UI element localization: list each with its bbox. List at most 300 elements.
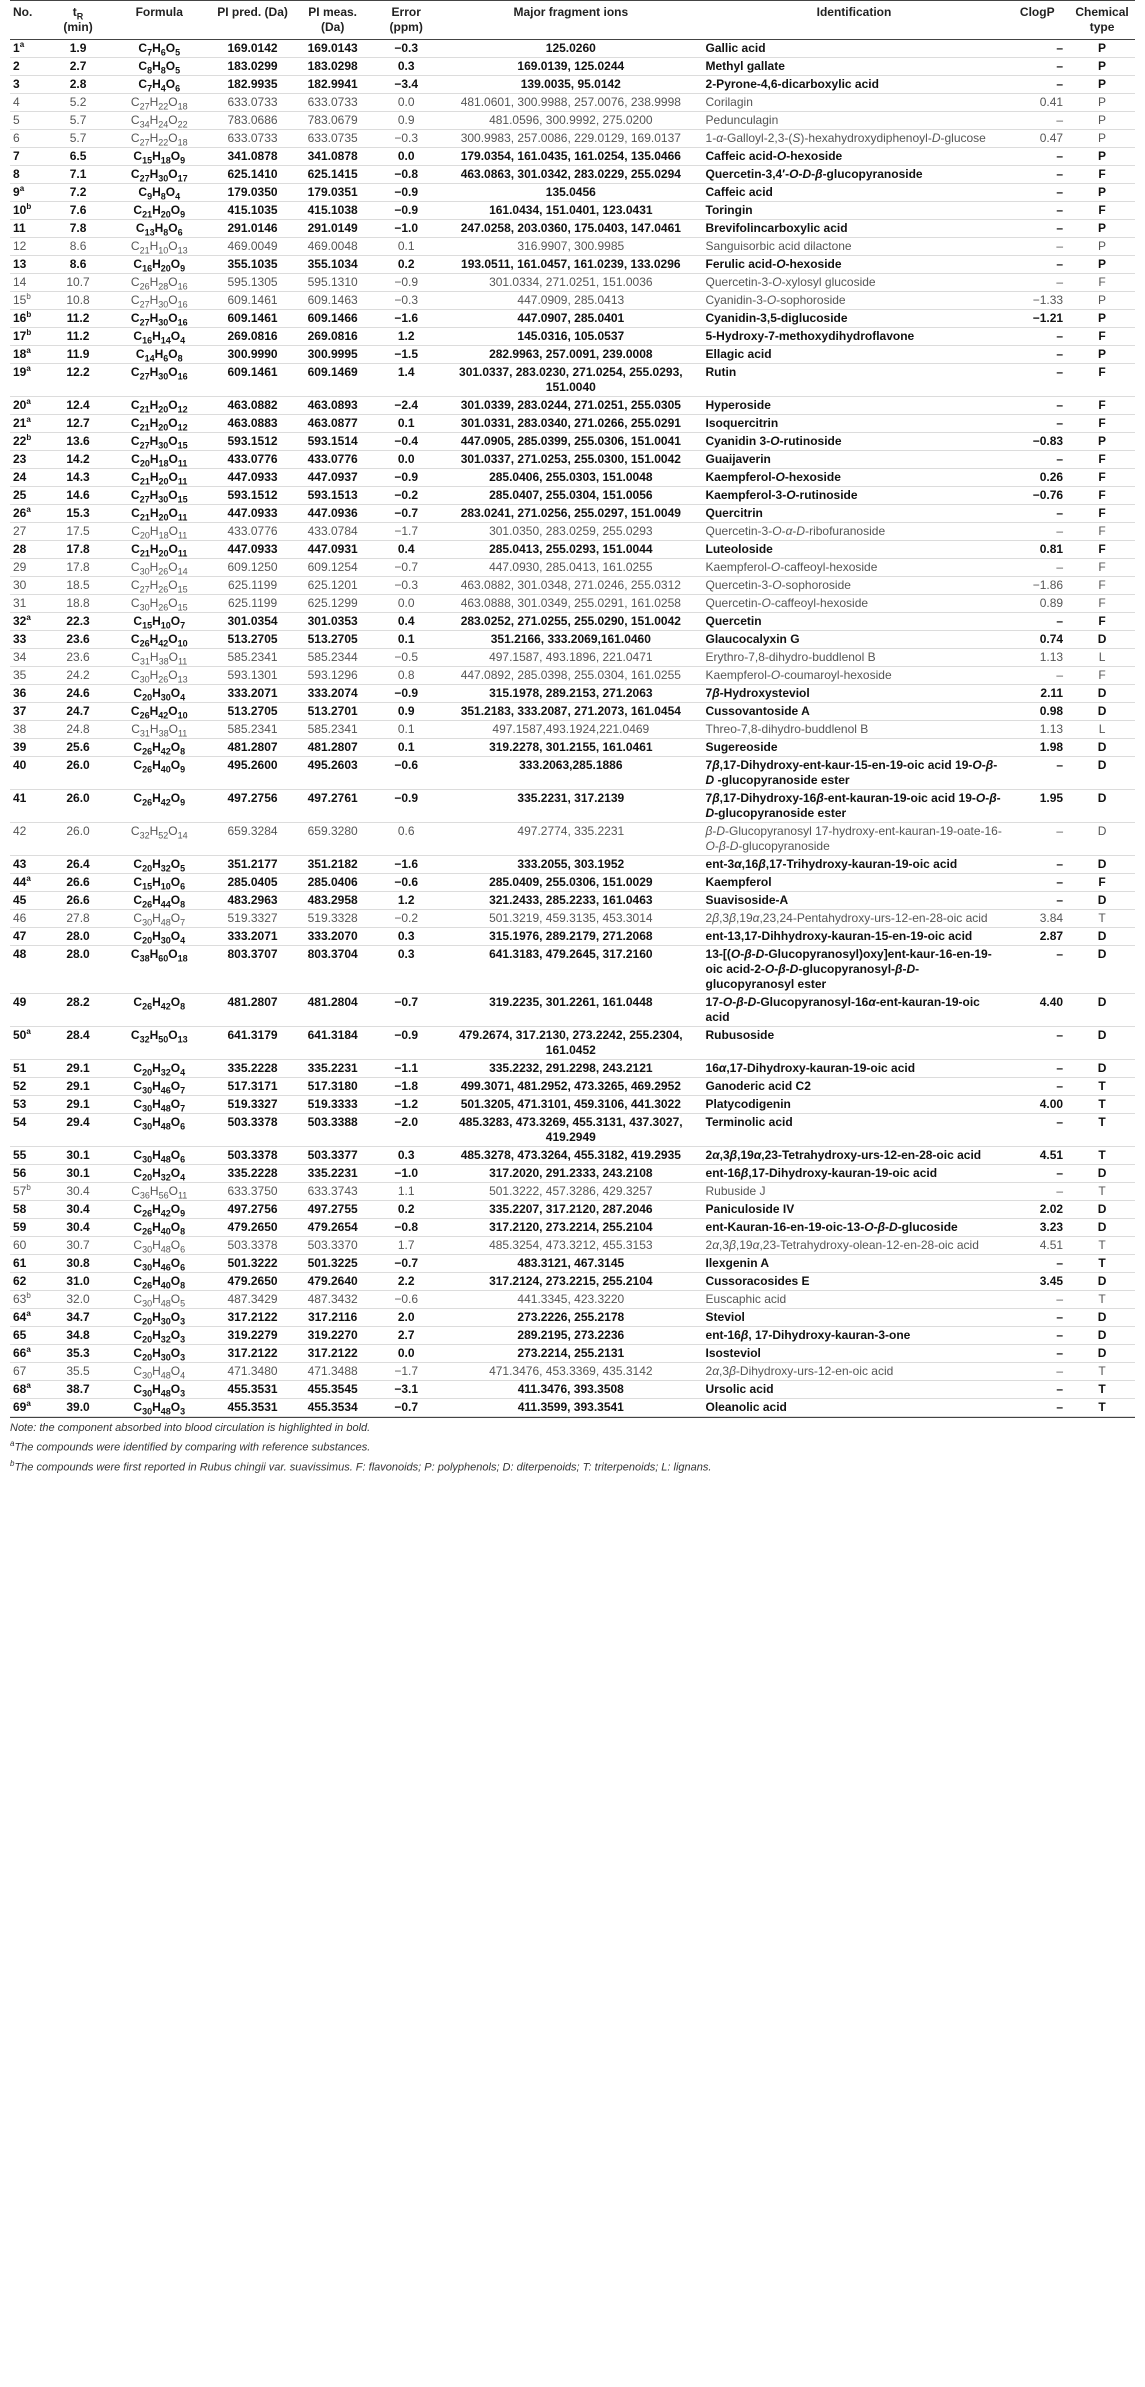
cell-fragment-ions: 319.2278, 301.2155, 161.0461: [439, 739, 702, 757]
cell-fragment-ions: 301.0331, 283.0340, 271.0266, 255.0291: [439, 415, 702, 433]
cell-error: −0.6: [373, 1291, 439, 1309]
cell-tr: 24.2: [51, 667, 106, 685]
cell-tr: 11.2: [51, 310, 106, 328]
cell-fragment-ions: 273.2226, 255.2178: [439, 1309, 702, 1327]
cell-fragment-ions: 285.0409, 255.0306, 151.0029: [439, 874, 702, 892]
cell-no: 36: [10, 685, 51, 703]
cell-no: 7: [10, 148, 51, 166]
cell-formula: $C_{16}H_{20}O_9$: [105, 256, 213, 274]
cell-chemical-type: P: [1069, 58, 1135, 76]
cell-fragment-ions: 333.2055, 303.1952: [439, 856, 702, 874]
cell-fragment-ions: 501.3219, 459.3135, 453.3014: [439, 910, 702, 928]
cell-pi-meas: 455.3534: [292, 1399, 373, 1417]
cell-tr: 12.2: [51, 364, 106, 397]
cell-pi-pred: 585.2341: [213, 649, 292, 667]
cell-no: 39: [10, 739, 51, 757]
cell-fragment-ions: 441.3345, 423.3220: [439, 1291, 702, 1309]
cell-pi-pred: 517.3171: [213, 1078, 292, 1096]
cell-clogp: –: [1005, 1381, 1069, 1399]
cell-clogp: –: [1005, 523, 1069, 541]
table-row: [10, 256, 1135, 274]
cell-tr: 14.6: [51, 487, 106, 505]
cell-clogp: –: [1005, 220, 1069, 238]
cell-pi-pred: 447.0933: [213, 505, 292, 523]
cell-pi-meas: 625.1299: [292, 595, 373, 613]
cell-tr: 35.5: [51, 1363, 106, 1381]
cell-pi-pred: 625.1199: [213, 595, 292, 613]
cell-clogp: –: [1005, 1327, 1069, 1345]
cell-no: 55: [10, 1147, 51, 1165]
cell-error: −2.4: [373, 397, 439, 415]
table-row: [10, 40, 1135, 58]
cell-error: 2.0: [373, 1309, 439, 1327]
table-row: [10, 1345, 1135, 1363]
cell-formula: $C_{21}H_{20}O_{11}$: [105, 505, 213, 523]
cell-error: −0.7: [373, 994, 439, 1027]
cell-error: −1.8: [373, 1078, 439, 1096]
cell-clogp: 0.81: [1005, 541, 1069, 559]
cell-identification: Kaempferol-O-coumaroyl-hexoside: [703, 667, 1006, 685]
cell-tr: 14.3: [51, 469, 106, 487]
cell-pi-pred: 351.2177: [213, 856, 292, 874]
cell-error: −0.9: [373, 274, 439, 292]
cell-pi-meas: 433.0784: [292, 523, 373, 541]
cell-formula: $C_{26}H_{44}O_8$: [105, 892, 213, 910]
cell-clogp: –: [1005, 1078, 1069, 1096]
cell-clogp: 2.02: [1005, 1201, 1069, 1219]
cell-tr: 18.8: [51, 595, 106, 613]
cell-no: 15$^b$: [10, 292, 51, 310]
cell-identification: Quercetin-O-caffeoyl-hexoside: [703, 595, 1006, 613]
cell-pi-meas: 497.2755: [292, 1201, 373, 1219]
cell-identification: 2α,3β,19α,23-Tetrahydroxy-urs-12-en-28-oic acid: [703, 1147, 1006, 1165]
cell-no: 30: [10, 577, 51, 595]
cell-identification: 16α,17-Dihydroxy-kauran-19-oic acid: [703, 1060, 1006, 1078]
table-row: [10, 667, 1135, 685]
cell-formula: $C_{30}H_{48}O_3$: [105, 1399, 213, 1417]
cell-clogp: –: [1005, 1165, 1069, 1183]
cell-chemical-type: D: [1069, 790, 1135, 823]
cell-tr: 13.6: [51, 433, 106, 451]
cell-clogp: –: [1005, 415, 1069, 433]
table-row: [10, 523, 1135, 541]
cell-identification: Ilexgenin A: [703, 1255, 1006, 1273]
cell-no: 63$^b$: [10, 1291, 51, 1309]
cell-formula: $C_{26}H_{40}O_8$: [105, 1219, 213, 1237]
cell-clogp: –: [1005, 823, 1069, 856]
cell-tr: 29.1: [51, 1060, 106, 1078]
cell-tr: 28.4: [51, 1027, 106, 1060]
cell-identification: Methyl gallate: [703, 58, 1006, 76]
cell-error: 1.2: [373, 892, 439, 910]
header-error: Error (ppm): [373, 1, 439, 40]
table-row: [10, 595, 1135, 613]
table-row: [10, 415, 1135, 433]
table-row: [10, 346, 1135, 364]
cell-formula: $C_{20}H_{32}O_3$: [105, 1327, 213, 1345]
cell-formula: $C_{26}H_{42}O_8$: [105, 994, 213, 1027]
cell-fragment-ions: 463.0882, 301.0348, 271.0246, 255.0312: [439, 577, 702, 595]
cell-fragment-ions: 497.1587, 493.1896, 221.0471: [439, 649, 702, 667]
cell-identification: Ellagic acid: [703, 346, 1006, 364]
cell-pi-pred: 633.0733: [213, 94, 292, 112]
cell-tr: 30.4: [51, 1201, 106, 1219]
cell-fragment-ions: 193.0511, 161.0457, 161.0239, 133.0296: [439, 256, 702, 274]
cell-chemical-type: F: [1069, 613, 1135, 631]
cell-pi-meas: 481.2804: [292, 994, 373, 1027]
table-row: [10, 451, 1135, 469]
cell-no: 10$^b$: [10, 202, 51, 220]
cell-formula: $C_{26}H_{42}O_{10}$: [105, 631, 213, 649]
cell-identification: Terminolic acid: [703, 1114, 1006, 1147]
cell-pi-pred: 513.2705: [213, 631, 292, 649]
cell-fragment-ions: 321.2433, 285.2233, 161.0463: [439, 892, 702, 910]
cell-chemical-type: D: [1069, 1201, 1135, 1219]
cell-identification: ent-16β, 17-Dihydroxy-kauran-3-one: [703, 1327, 1006, 1345]
cell-identification: Quercetin-3-O-sophoroside: [703, 577, 1006, 595]
cell-tr: 17.5: [51, 523, 106, 541]
cell-pi-meas: 633.0735: [292, 130, 373, 148]
note-main: Note: the component absorbed into blood circulation is highlighted in bold.: [10, 1422, 371, 1434]
cell-chemical-type: P: [1069, 433, 1135, 451]
cell-pi-pred: 291.0146: [213, 220, 292, 238]
cell-pi-meas: 609.1469: [292, 364, 373, 397]
cell-pi-meas: 447.0931: [292, 541, 373, 559]
table-row: [10, 274, 1135, 292]
table-row: [10, 1165, 1135, 1183]
cell-chemical-type: T: [1069, 1363, 1135, 1381]
cell-chemical-type: D: [1069, 1060, 1135, 1078]
cell-formula: $C_{20}H_{32}O_4$: [105, 1060, 213, 1078]
cell-clogp: –: [1005, 451, 1069, 469]
table-row: [10, 1147, 1135, 1165]
cell-fragment-ions: 315.1978, 289.2153, 271.2063: [439, 685, 702, 703]
table-row: [10, 928, 1135, 946]
cell-identification: 2-Pyrone-4,6-dicarboxylic acid: [703, 76, 1006, 94]
cell-tr: 6.5: [51, 148, 106, 166]
cell-chemical-type: D: [1069, 1027, 1135, 1060]
cell-fragment-ions: 282.9963, 257.0091, 239.0008: [439, 346, 702, 364]
cell-chemical-type: T: [1069, 910, 1135, 928]
cell-error: −0.3: [373, 577, 439, 595]
cell-error: 0.0: [373, 595, 439, 613]
cell-chemical-type: T: [1069, 1078, 1135, 1096]
cell-identification: Luteoloside: [703, 541, 1006, 559]
header-no: No.: [10, 1, 51, 40]
cell-identification: Rubusoside: [703, 1027, 1006, 1060]
cell-error: 0.3: [373, 946, 439, 994]
cell-no: 23: [10, 451, 51, 469]
cell-tr: 24.8: [51, 721, 106, 739]
cell-no: 50$^a$: [10, 1027, 51, 1060]
cell-pi-meas: 463.0877: [292, 415, 373, 433]
cell-identification: Cyanidin 3-O-rutinoside: [703, 433, 1006, 451]
header-pi-pred: PI pred. (Da): [213, 1, 292, 40]
cell-pi-pred: 317.2122: [213, 1309, 292, 1327]
cell-pi-pred: 317.2122: [213, 1345, 292, 1363]
cell-fragment-ions: 335.2232, 291.2298, 243.2121: [439, 1060, 702, 1078]
cell-formula: $C_{30}H_{46}O_6$: [105, 1255, 213, 1273]
cell-tr: 7.2: [51, 184, 106, 202]
cell-error: −0.3: [373, 130, 439, 148]
header-clogp: ClogP: [1005, 1, 1069, 40]
cell-no: 51: [10, 1060, 51, 1078]
cell-chemical-type: D: [1069, 1345, 1135, 1363]
cell-chemical-type: F: [1069, 541, 1135, 559]
cell-chemical-type: D: [1069, 823, 1135, 856]
cell-pi-pred: 455.3531: [213, 1381, 292, 1399]
cell-chemical-type: T: [1069, 1237, 1135, 1255]
cell-no: 59: [10, 1219, 51, 1237]
cell-formula: $C_{21}H_{20}O_{11}$: [105, 469, 213, 487]
cell-tr: 8.6: [51, 238, 106, 256]
header-identification: Identification: [703, 1, 1006, 40]
cell-identification: Toringin: [703, 202, 1006, 220]
cell-pi-meas: 519.3333: [292, 1096, 373, 1114]
cell-fragment-ions: 161.0434, 151.0401, 123.0431: [439, 202, 702, 220]
cell-tr: 30.4: [51, 1183, 106, 1201]
cell-error: −0.9: [373, 1027, 439, 1060]
cell-formula: $C_{26}H_{42}O_9$: [105, 1201, 213, 1219]
cell-tr: 22.3: [51, 613, 106, 631]
cell-fragment-ions: 447.0909, 285.0413: [439, 292, 702, 310]
table-row: [10, 328, 1135, 346]
cell-chemical-type: P: [1069, 220, 1135, 238]
cell-clogp: –: [1005, 1183, 1069, 1201]
cell-tr: 5.7: [51, 130, 106, 148]
cell-fragment-ions: 483.3121, 467.3145: [439, 1255, 702, 1273]
cell-fragment-ions: 301.0334, 271.0251, 151.0036: [439, 274, 702, 292]
cell-formula: $C_{20}H_{30}O_4$: [105, 685, 213, 703]
cell-no: 42: [10, 823, 51, 856]
cell-pi-meas: 455.3545: [292, 1381, 373, 1399]
cell-formula: $C_{30}H_{48}O_4$: [105, 1363, 213, 1381]
cell-formula: $C_8H_8O_5$: [105, 58, 213, 76]
header-tr: $t_R$ (min): [51, 1, 106, 40]
cell-identification: Guaijaverin: [703, 451, 1006, 469]
cell-pi-meas: 300.9995: [292, 346, 373, 364]
cell-formula: $C_7H_6O_5$: [105, 40, 213, 58]
cell-pi-pred: 479.2650: [213, 1219, 292, 1237]
cell-tr: 28.0: [51, 928, 106, 946]
cell-chemical-type: F: [1069, 364, 1135, 397]
cell-pi-meas: 183.0298: [292, 58, 373, 76]
cell-tr: 7.1: [51, 166, 106, 184]
cell-fragment-ions: 447.0905, 285.0399, 255.0306, 151.0041: [439, 433, 702, 451]
cell-identification: Erythro-7,8-dihydro-buddlenol B: [703, 649, 1006, 667]
cell-no: 49: [10, 994, 51, 1027]
cell-pi-pred: 355.1035: [213, 256, 292, 274]
cell-fragment-ions: 479.2674, 317.2130, 273.2242, 255.2304, 161.0452: [439, 1027, 702, 1060]
cell-no: 16$^b$: [10, 310, 51, 328]
cell-clogp: –: [1005, 58, 1069, 76]
cell-pi-pred: 479.2650: [213, 1273, 292, 1291]
cell-chemical-type: T: [1069, 1183, 1135, 1201]
cell-clogp: –: [1005, 238, 1069, 256]
cell-identification: 7β-Hydroxysteviol: [703, 685, 1006, 703]
cell-pi-pred: 300.9990: [213, 346, 292, 364]
cell-no: 66$^a$: [10, 1345, 51, 1363]
cell-pi-pred: 503.3378: [213, 1237, 292, 1255]
cell-fragment-ions: 335.2231, 317.2139: [439, 790, 702, 823]
cell-clogp: –: [1005, 505, 1069, 523]
table-row: [10, 166, 1135, 184]
cell-formula: $C_{34}H_{24}O_{22}$: [105, 112, 213, 130]
cell-chemical-type: D: [1069, 1309, 1135, 1327]
cell-tr: 26.0: [51, 790, 106, 823]
cell-no: 12: [10, 238, 51, 256]
cell-error: −0.3: [373, 292, 439, 310]
cell-pi-meas: 487.3432: [292, 1291, 373, 1309]
cell-chemical-type: F: [1069, 274, 1135, 292]
cell-formula: $C_{27}H_{26}O_{15}$: [105, 577, 213, 595]
cell-clogp: –: [1005, 856, 1069, 874]
cell-tr: 26.6: [51, 874, 106, 892]
cell-clogp: 4.51: [1005, 1237, 1069, 1255]
cell-fragment-ions: 283.0252, 271.0255, 255.0290, 151.0042: [439, 613, 702, 631]
cell-identification: ent-Kauran-16-en-19-oic-13-O-β-D-glucoside: [703, 1219, 1006, 1237]
cell-pi-meas: 513.2701: [292, 703, 373, 721]
cell-clogp: –: [1005, 1255, 1069, 1273]
cell-pi-pred: 433.0776: [213, 523, 292, 541]
cell-fragment-ions: 317.2120, 273.2214, 255.2104: [439, 1219, 702, 1237]
table-row: [10, 1273, 1135, 1291]
cell-error: −1.2: [373, 1096, 439, 1114]
cell-no: 6: [10, 130, 51, 148]
cell-clogp: 0.98: [1005, 703, 1069, 721]
table-row: [10, 220, 1135, 238]
cell-chemical-type: D: [1069, 856, 1135, 874]
cell-clogp: –: [1005, 148, 1069, 166]
cell-no: 53: [10, 1096, 51, 1114]
cell-pi-pred: 585.2341: [213, 721, 292, 739]
cell-pi-meas: 517.3180: [292, 1078, 373, 1096]
cell-error: 0.9: [373, 703, 439, 721]
cell-formula: $C_{26}H_{28}O_{16}$: [105, 274, 213, 292]
cell-error: 0.1: [373, 238, 439, 256]
table-row: [10, 739, 1135, 757]
cell-fragment-ions: 301.0337, 271.0253, 255.0300, 151.0042: [439, 451, 702, 469]
cell-tr: 27.8: [51, 910, 106, 928]
cell-fragment-ions: 481.0601, 300.9988, 257.0076, 238.9998: [439, 94, 702, 112]
cell-pi-pred: 333.2071: [213, 928, 292, 946]
cell-clogp: 1.13: [1005, 721, 1069, 739]
table-row: [10, 1219, 1135, 1237]
cell-identification: Kaempferol-O-hexoside: [703, 469, 1006, 487]
header-chemical-type: Chemical type: [1069, 1, 1135, 40]
cell-chemical-type: P: [1069, 310, 1135, 328]
cell-error: 0.1: [373, 415, 439, 433]
cell-chemical-type: F: [1069, 451, 1135, 469]
cell-error: 0.9: [373, 112, 439, 130]
cell-pi-pred: 497.2756: [213, 790, 292, 823]
cell-no: 25: [10, 487, 51, 505]
cell-no: 28: [10, 541, 51, 559]
cell-error: −1.7: [373, 523, 439, 541]
cell-no: 27: [10, 523, 51, 541]
cell-error: −0.6: [373, 874, 439, 892]
cell-identification: Glaucocalyxin G: [703, 631, 1006, 649]
cell-pi-pred: 593.1301: [213, 667, 292, 685]
cell-pi-meas: 625.1415: [292, 166, 373, 184]
cell-pi-meas: 179.0351: [292, 184, 373, 202]
cell-identification: Platycodigenin: [703, 1096, 1006, 1114]
cell-identification: Oleanolic acid: [703, 1399, 1006, 1417]
cell-pi-meas: 335.2231: [292, 1165, 373, 1183]
cell-fragment-ions: 139.0035, 95.0142: [439, 76, 702, 94]
cell-tr: 8.6: [51, 256, 106, 274]
cell-fragment-ions: 145.0316, 105.0537: [439, 328, 702, 346]
cell-identification: 7β,17-Dihydroxy-ent-kaur-15-en-19-oic acid 19-O-β-D -glucopyranoside ester: [703, 757, 1006, 790]
cell-pi-meas: 481.2807: [292, 739, 373, 757]
cell-clogp: –: [1005, 166, 1069, 184]
cell-chemical-type: F: [1069, 487, 1135, 505]
cell-tr: 17.8: [51, 541, 106, 559]
cell-clogp: 3.84: [1005, 910, 1069, 928]
cell-clogp: –: [1005, 1399, 1069, 1417]
cell-chemical-type: L: [1069, 721, 1135, 739]
table-row: [10, 1060, 1135, 1078]
cell-clogp: –: [1005, 1309, 1069, 1327]
cell-pi-meas: 609.1466: [292, 310, 373, 328]
cell-pi-meas: 335.2231: [292, 1060, 373, 1078]
cell-pi-pred: 415.1035: [213, 202, 292, 220]
cell-error: −3.4: [373, 76, 439, 94]
cell-error: 0.1: [373, 721, 439, 739]
cell-clogp: –: [1005, 613, 1069, 631]
cell-pi-meas: 433.0776: [292, 451, 373, 469]
cell-chemical-type: F: [1069, 397, 1135, 415]
cell-pi-meas: 609.1254: [292, 559, 373, 577]
cell-formula: $C_{20}H_{32}O_4$: [105, 1165, 213, 1183]
cell-identification: Cussoracosides E: [703, 1273, 1006, 1291]
cell-no: 32$^a$: [10, 613, 51, 631]
cell-formula: $C_{27}H_{30}O_{16}$: [105, 292, 213, 310]
cell-no: 45: [10, 892, 51, 910]
cell-identification: Suavisoside-A: [703, 892, 1006, 910]
cell-formula: $C_{15}H_{10}O_6$: [105, 874, 213, 892]
cell-clogp: 0.89: [1005, 595, 1069, 613]
cell-fragment-ions: 179.0354, 161.0435, 161.0254, 135.0466: [439, 148, 702, 166]
table-row: [10, 1327, 1135, 1345]
cell-formula: $C_{13}H_8O_6$: [105, 220, 213, 238]
cell-tr: 24.6: [51, 685, 106, 703]
table-row: [10, 1291, 1135, 1309]
cell-formula: $C_{26}H_{40}O_9$: [105, 757, 213, 790]
cell-clogp: –: [1005, 40, 1069, 58]
cell-fragment-ions: 125.0260: [439, 40, 702, 58]
cell-pi-pred: 183.0299: [213, 58, 292, 76]
cell-clogp: –: [1005, 346, 1069, 364]
cell-pi-meas: 447.0936: [292, 505, 373, 523]
cell-fragment-ions: 285.0406, 255.0303, 151.0048: [439, 469, 702, 487]
cell-pi-meas: 497.2761: [292, 790, 373, 823]
cell-tr: 29.1: [51, 1096, 106, 1114]
cell-pi-pred: 319.2279: [213, 1327, 292, 1345]
cell-chemical-type: D: [1069, 1165, 1135, 1183]
cell-error: −0.9: [373, 685, 439, 703]
cell-error: −1.5: [373, 346, 439, 364]
table-row: [10, 1096, 1135, 1114]
table-row: [10, 1078, 1135, 1096]
cell-formula: $C_{21}H_{20}O_{12}$: [105, 415, 213, 433]
cell-formula: $C_{20}H_{18}O_{11}$: [105, 451, 213, 469]
cell-chemical-type: T: [1069, 1381, 1135, 1399]
cell-clogp: 3.23: [1005, 1219, 1069, 1237]
cell-error: −1.6: [373, 310, 439, 328]
cell-fragment-ions: 317.2020, 291.2333, 243.2108: [439, 1165, 702, 1183]
cell-error: 0.1: [373, 739, 439, 757]
